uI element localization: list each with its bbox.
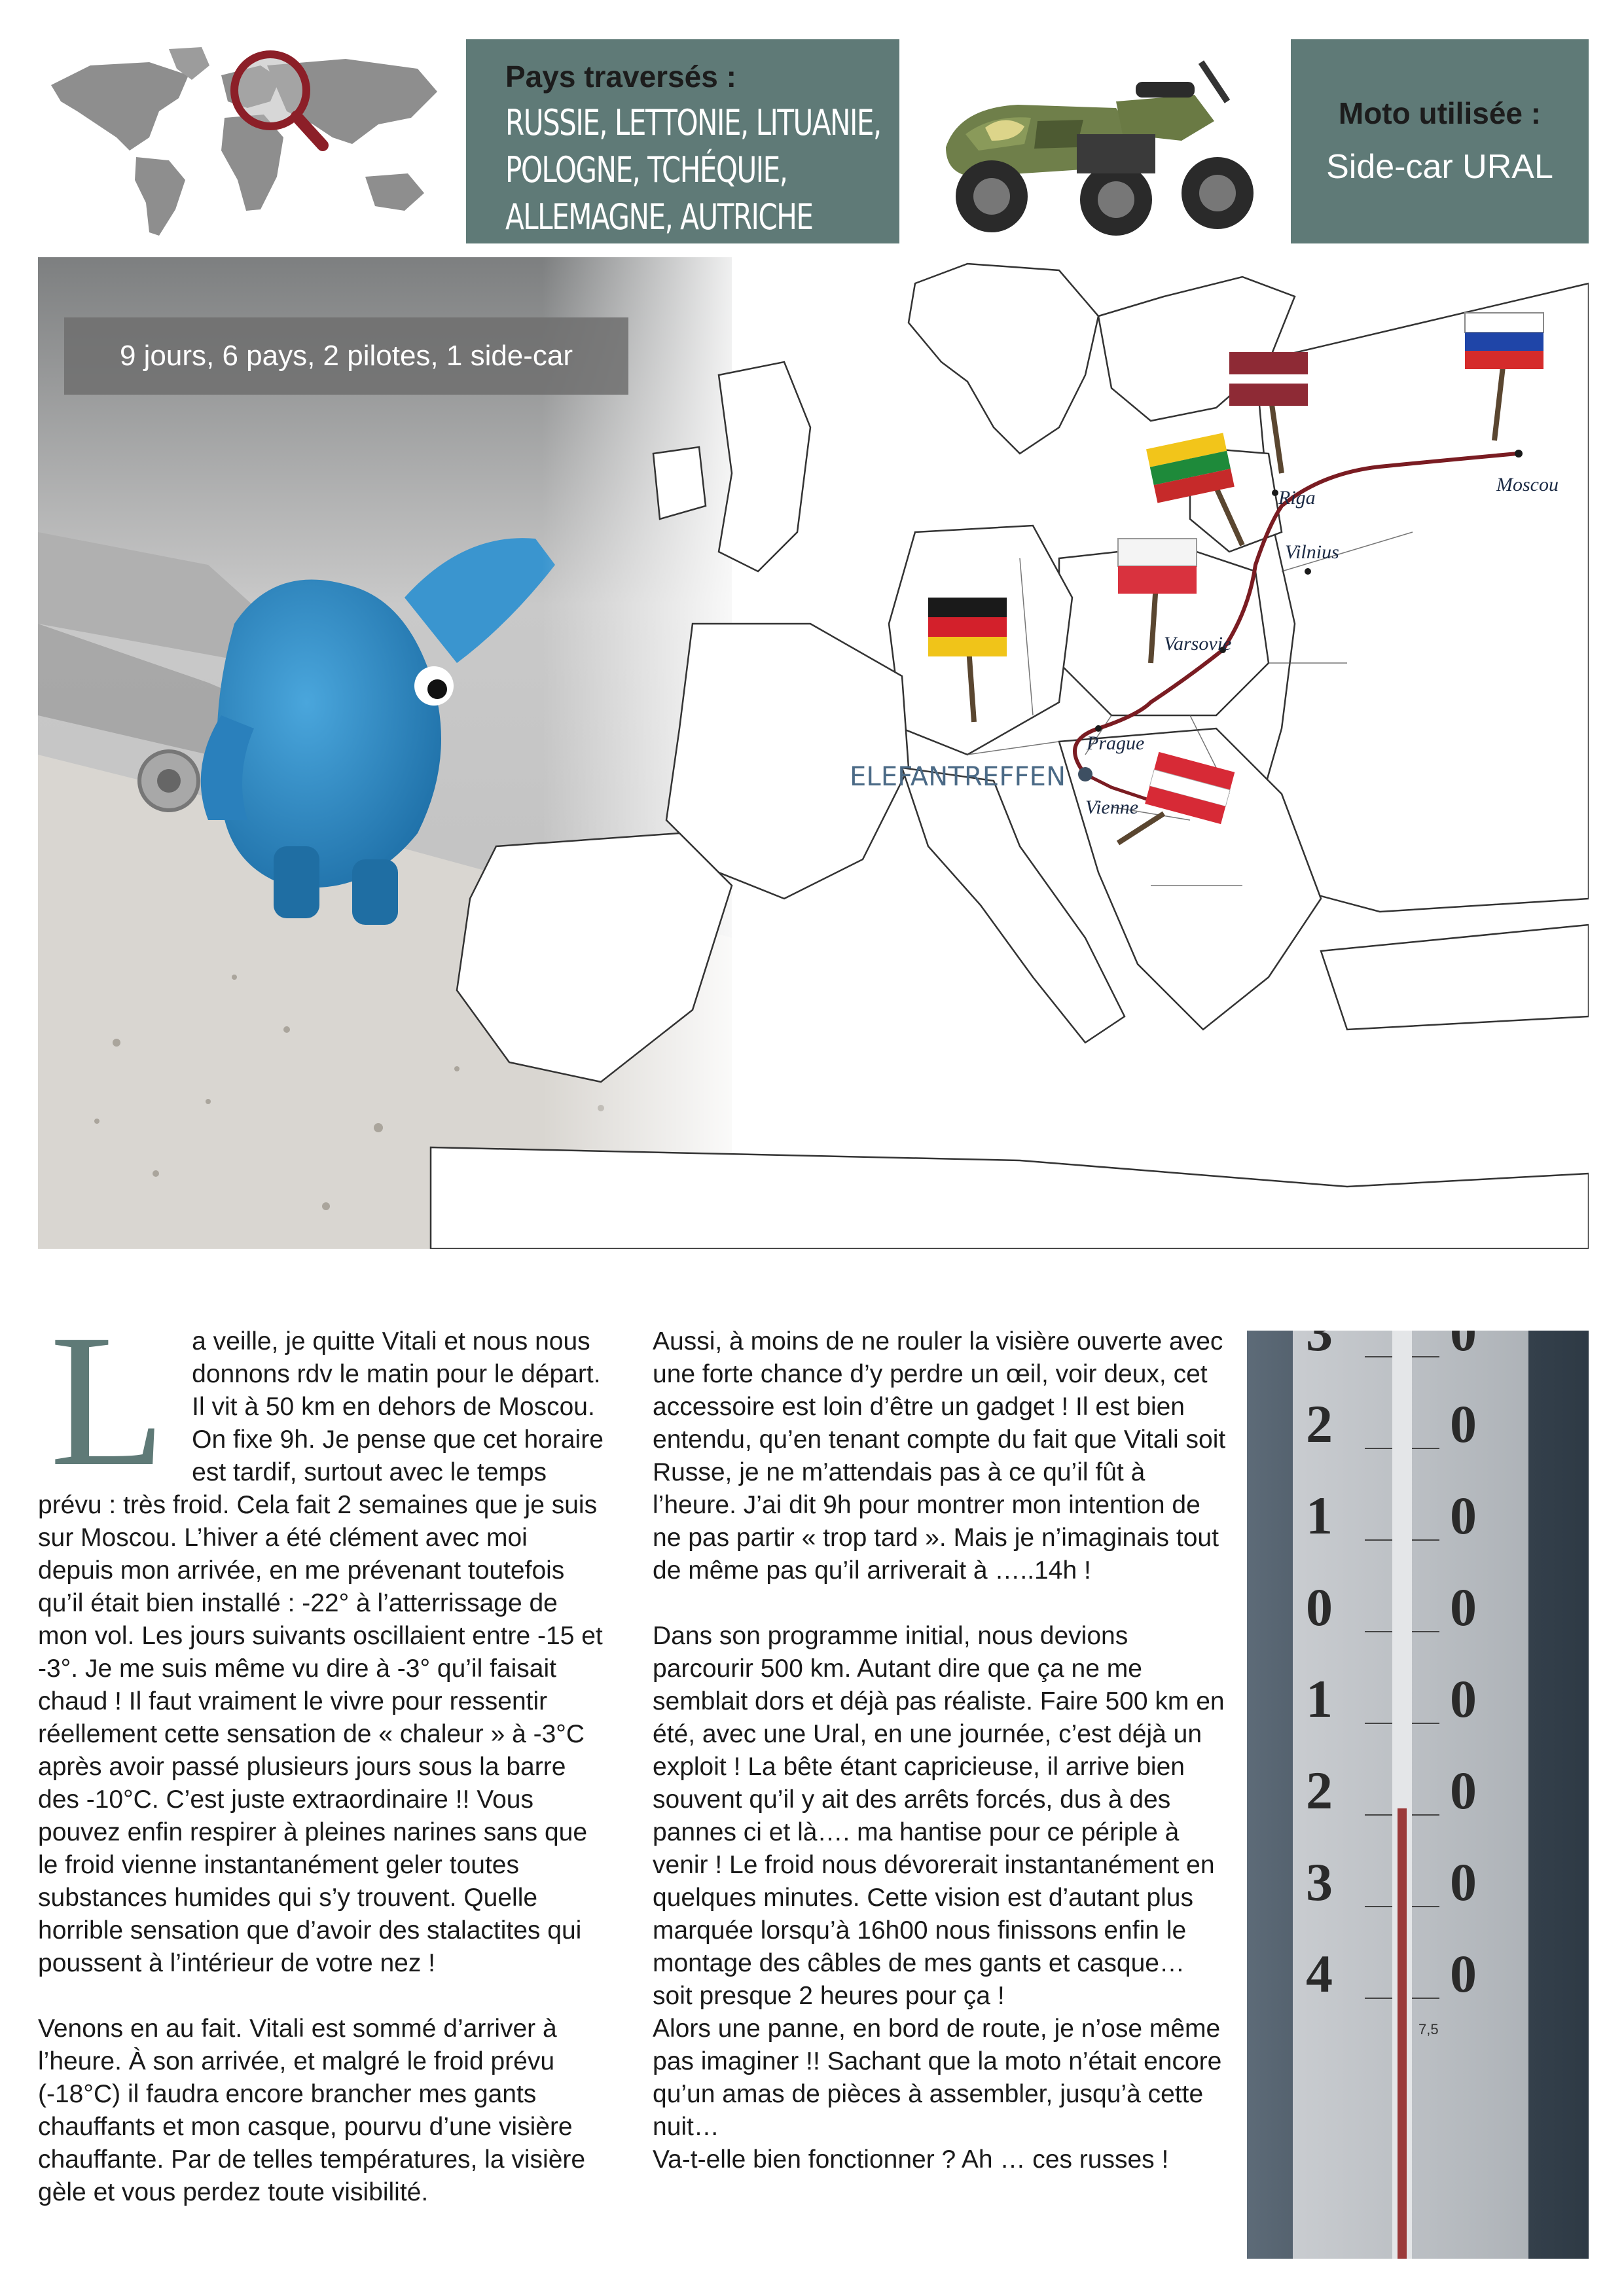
drop-cap: L <box>50 1295 166 1505</box>
city-dot-moscou <box>1515 450 1523 457</box>
thermo-label: 3 <box>1306 1852 1333 1912</box>
thermo-label: 2 <box>1306 1761 1333 1820</box>
thermo-zero: 0 <box>1450 1394 1477 1454</box>
thermometer-photo <box>1247 1331 1589 2259</box>
label-vienne: Vienne <box>1085 797 1139 818</box>
article-paragraph: Dans son programme initial, nous devions parcourir 500 km. Autant dire que ça ne me semblait dors et déjà pas réaliste. Faire 500 km en été, avec une Ural, en une journée, c’est déjà un exploit ! La bête étant capricieuse, il arrive bien souvent qu’il y ait des arrêts forcés, dus à des pannes ci et là…. ma hantise pour ce périple à venir ! Le froid nous dévorerait instantanément en quelques minutes. Cette vision est d’autant plus marquée lorsqu’à 16h00 nous finissons enfin le montage des câbles de mes gants et casque… soit presque 2 heures pour ça ! <box>653 1622 1225 2010</box>
article-paragraph: Va-t-elle bien fonctionner ? Ah … ces russes ! <box>653 2145 1169 2174</box>
label-elefantreffen: ELEFANTREFFEN <box>850 762 1066 792</box>
hero-map-area <box>38 257 1589 1249</box>
world-map-magnifier <box>38 39 450 242</box>
label-moscou: Moscou <box>1496 474 1559 495</box>
moto-value: Side-car URAL <box>1326 148 1553 186</box>
city-dot-vilnius <box>1305 568 1311 575</box>
europe-route-map <box>38 257 1589 1249</box>
elefantreffen-marker <box>1078 767 1092 781</box>
article-paragraph: Venons en au fait. Vitali est sommé d’arriver à l’heure. À son arrivée, et malgré le froid prévu (-18°C) il faudra encore brancher mes gants chauffants et mon casque, pourvu d’une visière chauffante. Par de telles températures, la visière gèle et vous perdez toute visibilité. <box>38 2015 586 2206</box>
thermo-label: 4 <box>1306 1944 1333 2003</box>
moto-box <box>1291 39 1589 243</box>
countries-line: POLOGNE, TCHÉQUIE, <box>505 149 787 190</box>
countries-box <box>466 39 899 243</box>
label-prague: Prague <box>1087 732 1145 754</box>
article-column-1 <box>38 1295 609 2242</box>
thermo-zero: 0 <box>1450 1486 1477 1545</box>
moto-title: Moto utilisée : <box>1338 96 1542 130</box>
countries-line: ALLEMAGNE, AUTRICHE <box>505 196 813 238</box>
thermo-zero: 0 <box>1450 1331 1477 1362</box>
thermo-label: 1 <box>1306 1486 1333 1545</box>
thermo-label: 2 <box>1306 1394 1333 1454</box>
city-dot-riga <box>1272 490 1278 496</box>
thermo-zero: 0 <box>1450 1852 1477 1912</box>
countries-title: Pays traversés : <box>505 60 736 94</box>
city-dot-prague <box>1095 725 1102 732</box>
thermo-zero: 0 <box>1450 1944 1477 2003</box>
countries-line: RUSSIE, LETTONIE, LITUANIE, <box>505 102 881 143</box>
thermo-label: 1 <box>1306 1669 1333 1729</box>
hero-caption-text: 9 jours, 6 pays, 2 pilotes, 1 side-car <box>119 340 573 372</box>
label-varsovie: Varsovie <box>1164 633 1232 655</box>
thermo-zero: 0 <box>1450 1761 1477 1820</box>
thermo-label: 3 <box>1306 1331 1333 1362</box>
hero-caption <box>64 317 628 395</box>
article-paragraph: Alors une panne, en bord de route, je n’ose même pas imaginer !! Sachant que la moto n’était encore qu’un amas de pièces à assembler, jusqu’à cette nuit… <box>653 2015 1222 2141</box>
countries-list <box>505 99 893 241</box>
thermo-zero: 0 <box>1450 1669 1477 1729</box>
thermo-label: 0 <box>1306 1577 1333 1637</box>
label-vilnius: Vilnius <box>1285 541 1339 563</box>
article-paragraph: a veille, je quitte Vitali et nous nous donnons rdv le matin pour le départ. Il vit à 50 km en dehors de Moscou. On fixe 9h. Je pense que cet horaire est tardif, surtout avec le temps prévu : très froid. Cela fait 2 semaines que je suis sur Moscou. L’hiver a été clément avec moi depuis mon arrivée, en me prévenant toutefois qu’il était bien installé : -22° à l’atterrissage de mon vol. Les jours suivants oscillaient entre -15 et -3°. Je me suis même vu dire à -3° qu’il faisait chaud ! Il faut vraiment le vivre pour ressentir réellement cette sensation de « chaleur » à -3°C après avoir passé plusieurs jours sous la barre des -10°C. C’est juste extraordinaire !! Vous pouvez enfin respirer à pleines narines sans que le froid vienne instantanément geler toutes substances humides qui s’y trouvent. Quelle horrible sensation que d’avoir des stalactites qui poussent à l’intérieur de votre nez ! <box>38 1327 604 1977</box>
label-riga: Riga <box>1278 487 1316 509</box>
thermo-zero: 0 <box>1450 1577 1477 1637</box>
article-paragraph: Aussi, à moins de ne rouler la visière ouverte avec une forte chance d’y perdre un œil, voir deux, cet accessoire est loin d’être un gadget ! Il est bien entendu, qu’en tenant compte du fait que Vitali soit Russe, je ne m’attendais pas à ce qu’il fût à l’heure. J’ai dit 9h pour montrer mon intention de ne pas partir « trop tard ». Mais je n’imaginais tout de même pas qu’il arriverait à …..14h ! <box>653 1327 1226 1585</box>
article-column-2 <box>653 1325 1229 2176</box>
thermo-small-label: 7,5 <box>1418 2021 1439 2037</box>
sidecar-photo <box>920 36 1273 245</box>
